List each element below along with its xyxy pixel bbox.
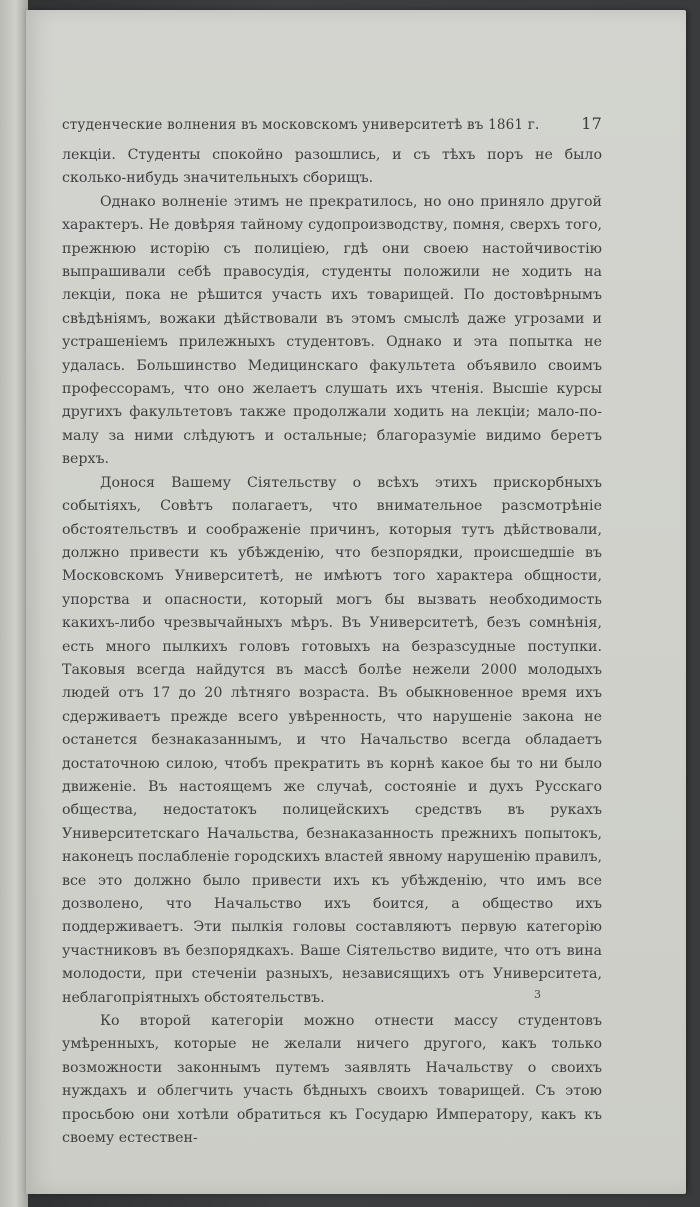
running-head-title: студенческие волнения въ московскомъ университетѣ въ 1861 г.: [62, 117, 540, 133]
paragraph: Однако волненіе этимъ не прекратилось, но оно приняло другой характеръ. Не довѣряя тайному судопроизводству, помня, сверхъ того, прежнюю исторію съ полиціею, гдѣ они своею настойчивостію выпрашивали себѣ правосудія, студенты положили не ходить на лекціи, пока не рѣшится участь ихъ товарищей. По достовѣрнымъ свѣдѣніямъ, вожаки дѣйствовали въ этомъ смыслѣ даже угрозами и устрашеніемъ прилежныхъ студентовъ. Однако и эта попытка не удалась. Большинство Медицинскаго факультета объявило своимъ профессорамъ, что оно желаетъ слушать ихъ чтенія. Высшіе курсы другихъ факультетовъ также продолжали ходить на лекціи; мало-по-малу за ними слѣдуютъ и остальные; благоразуміе видимо беретъ верхъ.: [62, 193, 602, 468]
body-text: [62, 144, 602, 1150]
paragraph-continued: лекціи. Студенты спокойно разошлись, и съ тѣхъ поръ не было сколько-нибудь значительныхъ сборищъ.: [62, 147, 602, 187]
signature-mark: 3: [534, 988, 541, 1001]
paragraph: Ко второй категоріи можно отнести массу студентовъ умѣренныхъ, которые не желали ничего другого, какъ только возможности законнымъ путемъ заявлять Начальству о своихъ нуждахъ и облегчить участь бѣдныхъ своихъ товарищей. Съ этою просьбою они хотѣли обратиться къ Государю Императору, какъ къ своему естествен-: [62, 1013, 602, 1147]
previous-page-edge: [0, 0, 28, 1207]
page-number: 17: [581, 114, 602, 133]
paragraph: Донося Вашему Сіятельству о всѣхъ этихъ прискорбныхъ событіяхъ, Совѣтъ полагаетъ, что внимательное разсмотрѣніе обстоятельствъ и соображеніе причинъ, которыя тутъ дѣйствовали, должно привести къ убѣжденію, что безпорядки, происшедшіе въ Московскомъ Университетѣ, не имѣютъ того характера общности, упорства и опасности, который могъ бы вызвать необходимость какихъ-либо чрезвычайныхъ мѣръ. Въ Университетѣ, безъ сомнѣнія, есть много пылкихъ головъ готовыхъ на безразсудные поступки. Таковыя всегда найдутся въ массѣ болѣе нежели 2000 молодыхъ людей отъ 17 до 20 лѣтняго возраста. Въ обыкновенное время ихъ сдерживаетъ прежде всего увѣренность, что нарушеніе закона не останется безнаказаннымъ, и что Начальство всегда обладаетъ достаточною силою, чтобъ прекратить въ корнѣ какое бы то ни было движеніе. Въ настоящемъ же случаѣ, состояніе и духъ Русскаго общества, недостатокъ полицейскихъ средствъ въ рукахъ Университетскаго Начальства, безнаказанность прежнихъ попытокъ, наконецъ послабленіе городскихъ властей явному нарушенію правилъ, все это должно было привести ихъ къ убѣжденію, что имъ все дозволено, что Начальство ихъ боится, а общество ихъ поддерживаетъ. Эти пылкія головы составляютъ первую категорію участниковъ въ безпорядкахъ. Ваше Сіятельство видите, что отъ вина молодости, при стеченіи разныхъ, независящихъ отъ Университета, неблагопріятныхъ обстоятельствъ.: [62, 474, 602, 1006]
running-head: [62, 114, 602, 133]
book-page: [26, 10, 686, 1194]
